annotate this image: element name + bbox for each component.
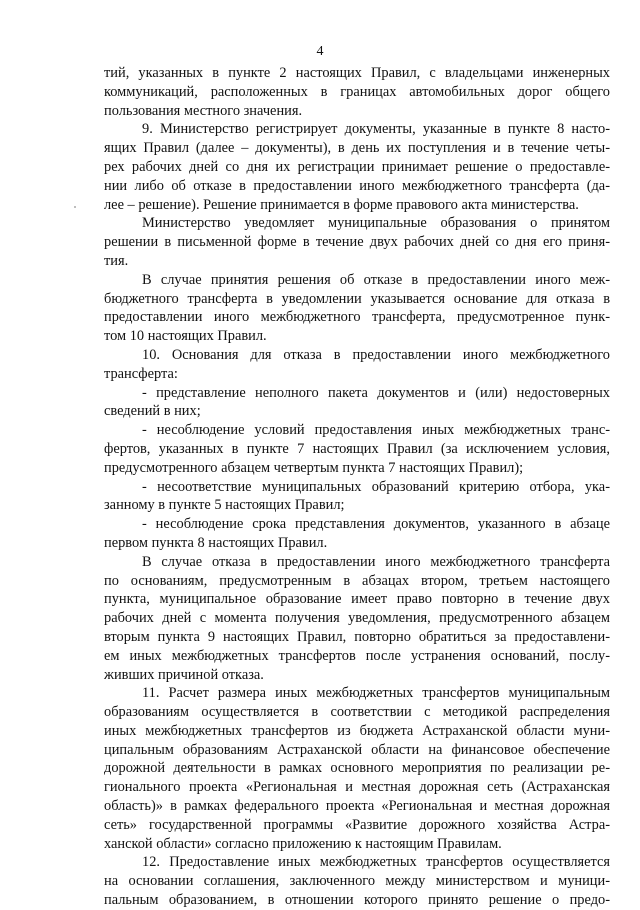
text-line: лее – решение). Решение принимается в форме правового акта министерства. bbox=[104, 196, 579, 213]
text-line: тий, указанных в пункте 2 настоящих Правил, с владельцами инженерных bbox=[104, 65, 610, 81]
text-line: иных межбюджетных трансфертов из бюджета Астраханской области муни- bbox=[104, 722, 610, 739]
text-line: ципальным образованиям Астраханской области на финансовое обеспечение bbox=[104, 741, 610, 758]
text-line: пункта, муниципальное образование имеет право повторно в течение двух bbox=[104, 591, 610, 608]
document-body bbox=[104, 64, 610, 910]
page-number: 4 bbox=[316, 44, 324, 59]
text-line: на основании соглашения, заключенного между министерством и муници- bbox=[104, 873, 610, 890]
text-line: 12. Предоставление иных межбюджетных трансфертов осуществляется bbox=[142, 854, 610, 871]
text-line: В случае принятия решения об отказе в предоставлении иного меж- bbox=[142, 271, 610, 288]
text-line: рех рабочих дней со дня их регистрации принимает решение о предоставле- bbox=[104, 158, 610, 175]
text-line: вторым пункта 9 настоящих Правил, повторно обратиться за предоставлени- bbox=[104, 628, 610, 645]
text-line: - представление неполного пакета документов и (или) недостоверных bbox=[142, 384, 610, 401]
text-line: занному в пункте 5 настоящих Правил; bbox=[104, 497, 345, 514]
text-line: рабочих дней с момента получения уведомления, предусмотренного абзацем bbox=[104, 610, 610, 627]
text-line: трансферта: bbox=[104, 365, 178, 382]
text-line: фертов, указанных в пункте 7 настоящих Правил (за исключением условия, bbox=[104, 440, 610, 457]
text-line: В случае отказа в предоставлении иного межбюджетного трансферта bbox=[142, 553, 610, 570]
text-line: сведений в них; bbox=[104, 403, 201, 420]
text-line: ящих Правил (далее – документы), в день их поступления и в течение четы- bbox=[104, 140, 610, 157]
text-line: коммуникаций, расположенных в границах автомобильных дорог общего bbox=[104, 83, 610, 100]
text-line: дорожной деятельности в рамках основного мероприятия по реализации ре- bbox=[104, 760, 610, 777]
text-line: ханской области» согласно приложению к настоящим Правилам. bbox=[104, 835, 502, 852]
text-line: том 10 настоящих Правил. bbox=[104, 328, 267, 345]
text-line: живших причиной отказа. bbox=[104, 666, 264, 683]
text-line: нии либо об отказе в предоставлении иного межбюджетного трансферта (да- bbox=[104, 177, 610, 194]
text-line: по основаниям, предусмотренным в абзацах втором, третьем настоящего bbox=[104, 572, 610, 589]
text-line: первом пункта 8 настоящих Правил. bbox=[104, 534, 328, 551]
text-line: - несоблюдение срока представления документов, указанного в абзаце bbox=[142, 516, 610, 533]
text-line: пальным образованием, в отношении которого принято решение о предо- bbox=[104, 892, 610, 909]
text-line: сеть» государственной программы «Развитие дорожного хозяйства Астра- bbox=[104, 816, 610, 833]
text-line: Министерство уведомляет муниципальные образования о принятом bbox=[142, 215, 610, 232]
text-line: - несоблюдение условий предоставления иных межбюджетных транс- bbox=[142, 422, 610, 439]
text-line: бюджетного трансферта в уведомлении указывается основание для отказа в bbox=[104, 290, 610, 307]
text-line: образованиям осуществляется в соответствии с методикой распределения bbox=[104, 704, 610, 721]
text-line: - несоответствие муниципальных образований критерию отбора, ука- bbox=[142, 478, 610, 495]
text-line: гионального проекта «Региональная и местная дорожная сеть (Астраханская bbox=[104, 779, 610, 796]
text-line: пользования местного значения. bbox=[104, 102, 303, 119]
text-line: предоставлении иного межбюджетного трансферта, предусмотренное пунк- bbox=[104, 309, 610, 326]
text-line: решении в письменной форме в течение двух рабочих дней со дня его приня- bbox=[104, 234, 610, 251]
text-line: 10. Основания для отказа в предоставлении иного межбюджетного bbox=[142, 346, 610, 363]
text-line: ем иных межбюджетных трансфертов после устранения оснований, послу- bbox=[104, 647, 610, 664]
text-line: 9. Министерство регистрирует документы, указанные в пункте 8 насто- bbox=[142, 121, 610, 138]
scan-dot-mark bbox=[74, 206, 76, 208]
text-line: тия. bbox=[104, 252, 129, 269]
text-line: предусмотренного абзацем четвертым пункта 7 настоящих Правил); bbox=[104, 459, 524, 476]
text-line: область)» в рамках федерального проекта «Региональная и местная дорожная bbox=[104, 798, 610, 815]
text-line: 11. Расчет размера иных межбюджетных трансфертов муниципальным bbox=[142, 685, 610, 702]
